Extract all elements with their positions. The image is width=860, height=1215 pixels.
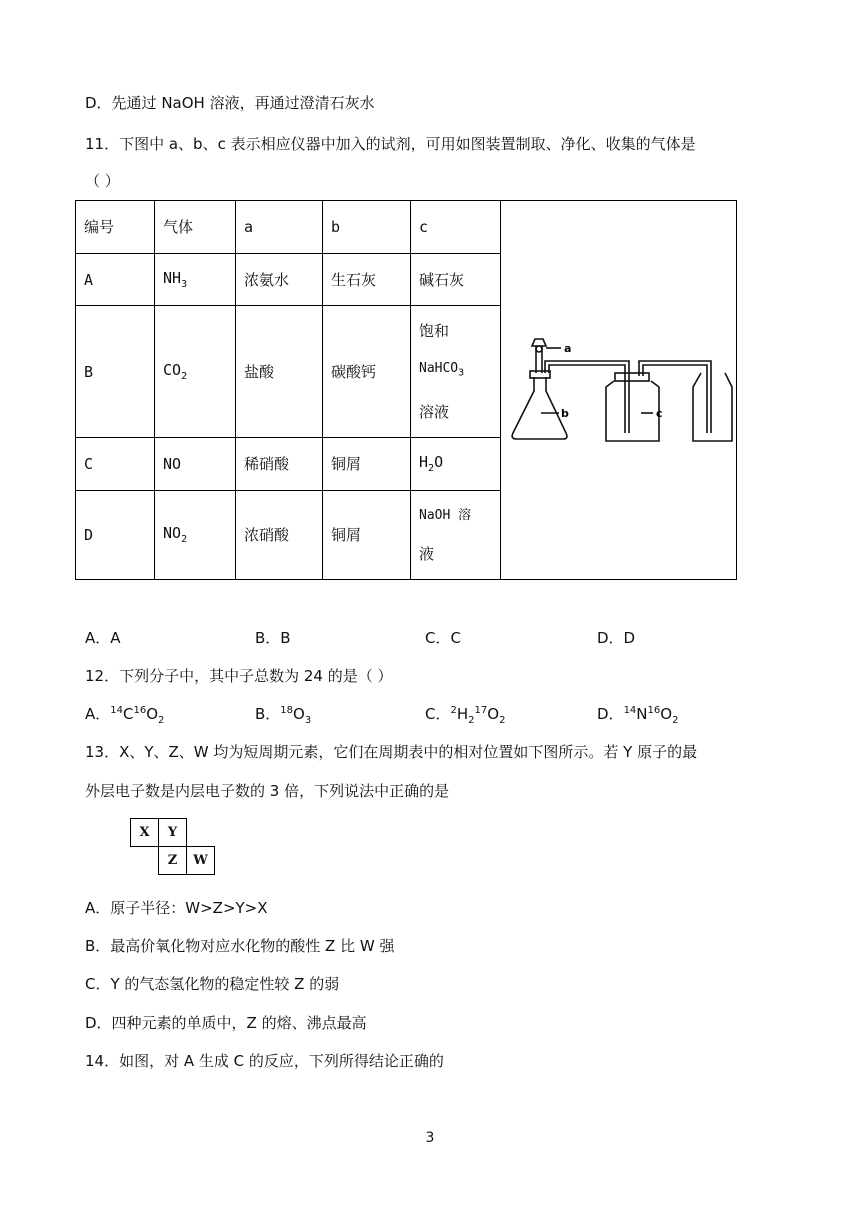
header-cell: c [411, 201, 501, 254]
gas-apparatus-diagram [501, 201, 736, 575]
option-d: D．D [597, 629, 636, 647]
row-id: D [76, 490, 155, 579]
header-cell: 编号 [76, 201, 155, 254]
row-reagent-b: 铜屑 [323, 438, 411, 491]
row-id: B [76, 306, 155, 438]
q13-stem-line2: 外层电子数是内层电子数的 3 倍，下列说法中正确的是 [85, 782, 450, 800]
row-reagent-a: 浓氨水 [236, 253, 323, 306]
q11-table [75, 200, 737, 580]
row-reagent-c: NaOH 溶 液 [411, 490, 501, 579]
dropping-funnel [532, 339, 546, 346]
label-b: b [561, 407, 569, 420]
row-reagent-c: $H_2O$ [411, 438, 501, 491]
collecting-bottle [693, 373, 732, 441]
option-c: C．C [425, 629, 461, 647]
q10-option-d: D．先通过 NaOH 溶液，再通过澄清石灰水 [85, 94, 375, 112]
header-cell: 气体 [155, 201, 236, 254]
row-reagent-c: 饱和 NaHCO$_3$ 溶液 [411, 306, 501, 438]
q13-option-b: B．最高价氧化物对应水化物的酸性 Z 比 W 强 [85, 937, 395, 955]
table-header-row [76, 201, 737, 254]
option-b: B．B [255, 629, 291, 647]
conical-flask [512, 377, 567, 439]
grid-cell-z: Z [158, 846, 187, 875]
q11-stem-line2: （ ） [85, 172, 120, 190]
grid-cell-x: X [130, 818, 159, 847]
apparatus-figure-cell [501, 201, 737, 580]
option-c: C．$^2H_2^{17}O_2$ [425, 705, 506, 726]
row-gas: $NO_2$ [155, 490, 236, 579]
row-reagent-a: 稀硝酸 [236, 438, 323, 491]
grid-cell-y: Y [158, 818, 187, 847]
row-reagent-b: 生石灰 [323, 253, 411, 306]
flask-stopper [530, 371, 550, 378]
q12-stem: 12．下列分子中，其中子总数为 24 的是（ ） [85, 667, 393, 685]
page-number: 3 [425, 1130, 435, 1146]
row-reagent-b: 铜屑 [323, 490, 411, 579]
q11-options [85, 627, 785, 649]
label-c: c [656, 407, 663, 420]
q13-option-a: A．原子半径：W>Z>Y>X [85, 899, 268, 917]
option-d: D．$^{14}N^{16}O_2$ [597, 705, 679, 726]
row-reagent-a: 浓硝酸 [236, 490, 323, 579]
row-gas: $NH_3$ [155, 253, 236, 306]
header-cell: b [323, 201, 411, 254]
washing-bottle [606, 381, 659, 441]
row-reagent-b: 碳酸钙 [323, 306, 411, 438]
header-cell: a [236, 201, 323, 254]
q13-option-d: D．四种元素的单质中，Z 的熔、沸点最高 [85, 1014, 367, 1032]
option-b: B．$^{18}O_3$ [255, 705, 312, 726]
q14-stem: 14．如图，对 A 生成 C 的反应，下列所得结论正确的 [85, 1052, 444, 1070]
option-a: A．$^{14}C^{16}O_2$ [85, 705, 165, 726]
grid-cell-w: W [186, 846, 215, 875]
label-a: a [564, 342, 572, 355]
option-a: A．A [85, 629, 121, 647]
q13-stem-line1: 13．X、Y、Z、W 均为短周期元素，它们在周期表中的相对位置如下图所示。若 Y 原子的最 [85, 743, 698, 761]
row-gas: $CO_2$ [155, 306, 236, 438]
row-id: A [76, 253, 155, 306]
row-reagent-c: 碱石灰 [411, 253, 501, 306]
row-gas: NO [155, 438, 236, 491]
row-id: C [76, 438, 155, 491]
q11-stem-line1: 11．下图中 a、b、c 表示相应仪器中加入的试剂，可用如图装置制取、净化、收集的气体是 [85, 135, 696, 153]
q13-option-c: C．Y 的气态氢化物的稳定性较 Z 的弱 [85, 975, 340, 993]
q12-options [85, 703, 785, 725]
row-reagent-a: 盐酸 [236, 306, 323, 438]
